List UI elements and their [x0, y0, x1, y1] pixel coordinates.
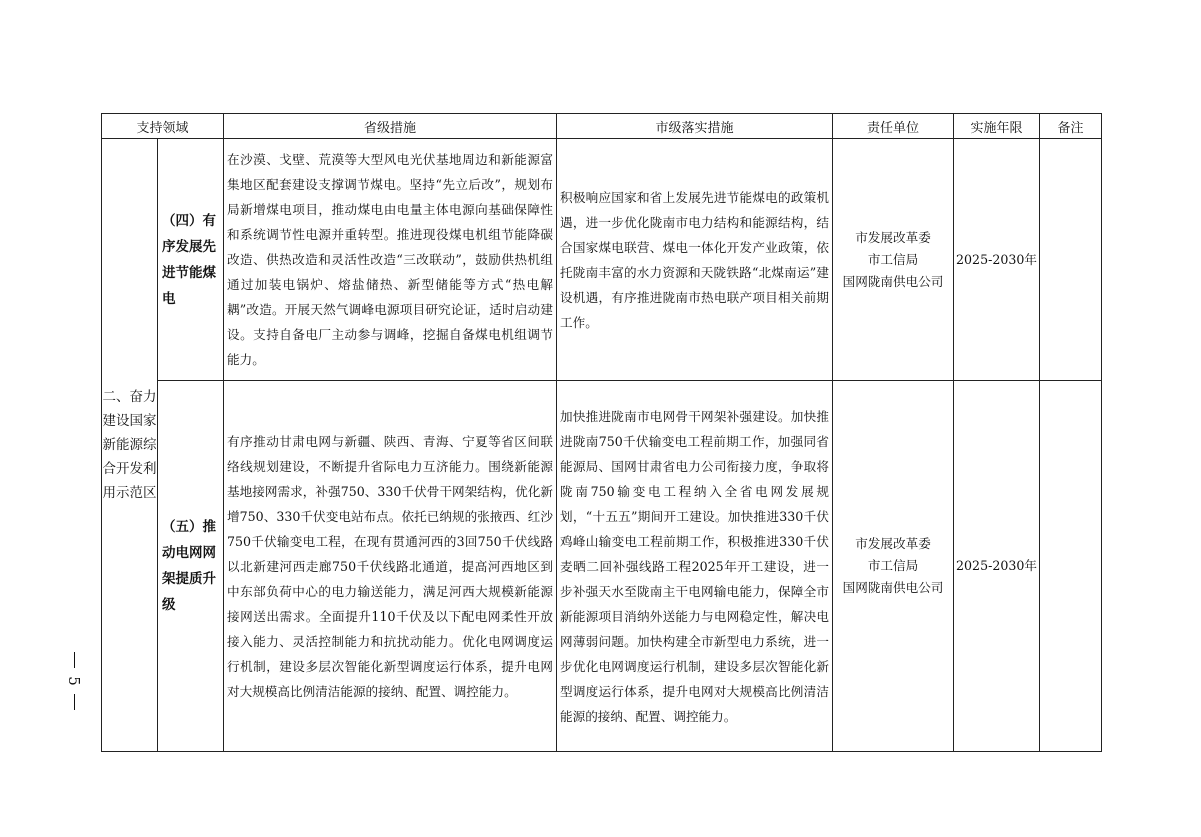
unit-line: 国网陇南供电公司: [842, 273, 944, 289]
unit-line: 国网陇南供电公司: [842, 580, 944, 595]
municipal-measures-cell: 加快推进陇南市电网骨干网架补强建设。加快推进陇南750千伏输变电工程前期工作，加强同省能源局、国网甘肃省电力公司衔接力度，争取将陇南750输变电工程纳入全省电网发展规划，“十五五”期间开工建设。加快推进330千伏鸡峰山输变电工程前期工作，积极推进330千伏麦晒二回补强线路工程2025年开工建设，进一步补强天水至陇南主干电网输电能力，保障全市新能源项目消纳外送能力与电网稳定性，解决电网薄弱问题。加快构建全市新型电力系统，进一步优化电网调度运行机制，建设多层次智能化新型调度运行体系，提升电网对大规模高比例清洁能源的接纳、配置、调控能力。: [557, 381, 833, 752]
unit-line: 市工信局: [867, 251, 919, 267]
header-provincial-measures: 省级措施: [224, 114, 557, 139]
remarks-cell: [1040, 381, 1102, 752]
implementation-period-cell: 2025-2030年: [954, 381, 1040, 752]
sub-area-cell: （四）有序发展先进节能煤电: [158, 139, 224, 381]
measures-table: [101, 113, 1102, 752]
remarks-cell: [1040, 139, 1102, 381]
header-implementation-period: 实施年限: [954, 114, 1040, 139]
header-support-area: 支持领域: [102, 114, 224, 139]
support-area-cell: 二、奋力建设国家新能源综合开发利用示范区: [102, 139, 158, 752]
page-number-dash: [74, 694, 75, 710]
page-number-marker: [62, 652, 86, 710]
provincial-measures-cell: 在沙漠、戈壁、荒漠等大型风电光伏基地周边和新能源富集地区配套建设支撑调节煤电。坚持“先立后改”，规划布局新增煤电项目，推动煤电由电量主体电源向基础保障性和系统调节性电源并重转型。推进现役煤电机组节能降碳改造、供热改造和灵活性改造“三改联动”，鼓励供热机组通过加装电锅炉、熔盐储热、新型储能等方式“热电解耦”改造。开展天然气调峰电源项目研究论证，适时启动建设。支持自备电厂主动参与调峰，挖掘自备煤电机组调节能力。: [224, 139, 557, 381]
unit-line: 市发展改革委: [855, 536, 931, 551]
table-header-row: [102, 114, 1102, 139]
sub-area-cell: （五）推动电网网架提质升级: [158, 381, 224, 752]
page-number: 5: [65, 676, 83, 686]
implementation-period-cell: 2025-2030年: [954, 139, 1040, 381]
header-municipal-measures: 市级落实措施: [557, 114, 833, 139]
table-row: [102, 381, 1102, 752]
provincial-measures-cell: 有序推动甘肃电网与新疆、陕西、青海、宁夏等省区间联络线规划建设，不断提升省际电力互济能力。围绕新能源基地接网需求，补强750、330千伏骨干网架结构，优化新增750、330千伏变电站布点。依托已纳规的张掖西、红沙750千伏输变电工程，在现有贯通河西的3回750千伏线路以北新建河西走廊750千伏线路北通道，提高河西地区到中东部负荷中心的电力输送能力，满足河西大规模新能源接网送出需求。全面提升110千伏及以下配电网柔性开放接入能力、灵活控制能力和抗扰动能力。优化电网调度运行机制，建设多层次智能化新型调度运行体系，提升电网对大规模高比例清洁能源的接纳、配置、调控能力。: [224, 381, 557, 752]
header-responsible-unit: 责任单位: [833, 114, 954, 139]
unit-line: 市发展改革委: [855, 229, 931, 245]
header-remarks: 备注: [1040, 114, 1102, 139]
page-number-dash: [74, 652, 75, 668]
responsible-unit-cell: [833, 381, 954, 752]
municipal-measures-cell: 积极响应国家和省上发展先进节能煤电的政策机遇，进一步优化陇南市电力结构和能源结构，结合国家煤电联营、煤电一体化开发产业政策，依托陇南丰富的水力资源和天陇铁路“北煤南运”建设机遇，有序推进陇南市热电联产项目相关前期工作。: [557, 139, 833, 381]
unit-line: 市工信局: [867, 558, 919, 573]
responsible-unit-cell: [833, 139, 954, 381]
table-row: [102, 139, 1102, 381]
